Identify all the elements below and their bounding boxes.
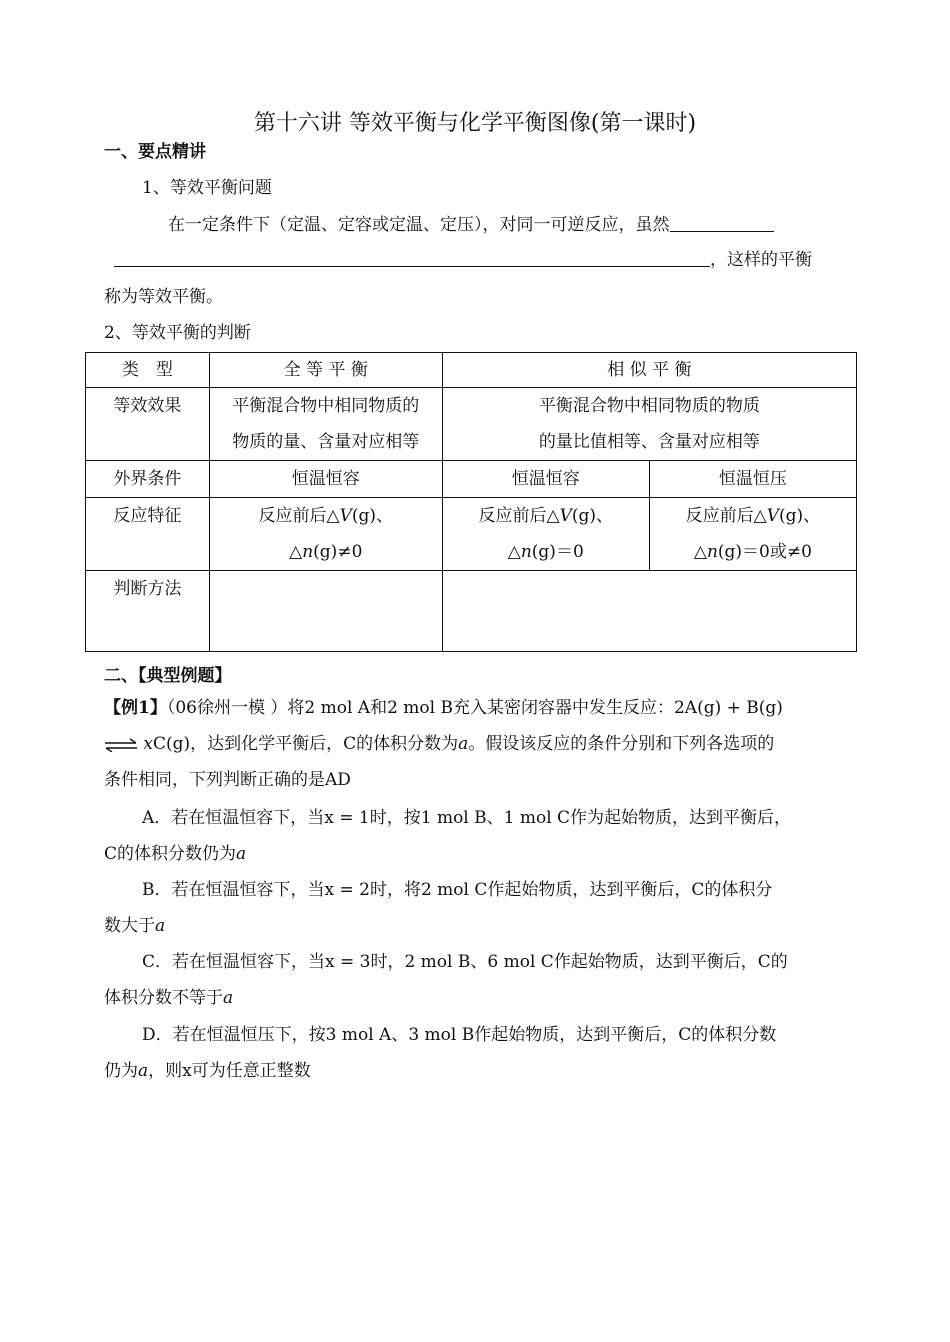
section2-heading: 二、【典型例题】	[104, 666, 232, 686]
cell-similar-effect: 平衡混合物中相同物质的物质 的量比值相等、含量对应相等	[442, 388, 856, 461]
item2-heading: 2、等效平衡的判断	[104, 323, 251, 343]
header-full: 全 等 平 衡	[209, 353, 442, 388]
option-b-line1: B．若在恒温恒容下，当x = 2时，将2 mol C作起始物质，达到平衡后，C的体积分	[142, 880, 773, 900]
blank-line-2	[114, 248, 710, 267]
example-1: 【例1】（06徐州一模 ）将2 mol A和2 mol B充入某密闭容器中发生反应：2A(g) + B(g) xC(g)，达到化学平衡后，C的体积分数为a。假设该反应的条件分别和下列各选项的 条件相同，下列判断正确的是AD	[104, 690, 854, 798]
cell-similar-condition-b: 恒温恒压	[649, 461, 856, 498]
label-condition: 外界条件	[86, 461, 210, 498]
cell-similar-condition-a: 恒温恒容	[442, 461, 649, 498]
cell-full-method	[209, 571, 442, 652]
example-line3: 条件相同，下列判断正确的是AD	[104, 770, 351, 790]
label-effect: 等效效果	[86, 388, 210, 461]
cell-full-condition: 恒温恒容	[209, 461, 442, 498]
definition-last: 称为等效平衡。	[104, 287, 223, 307]
example-tag: 【例1】	[104, 698, 167, 718]
table-row-method	[86, 571, 857, 652]
label-feature: 反应特征	[86, 498, 210, 571]
header-type: 类 型	[86, 353, 210, 388]
option-c-line1: C．若在恒温恒容下，当x = 3时，2 mol B、6 mol C作起始物质，达到平衡后，C的	[142, 952, 788, 972]
cell-similar-method	[442, 571, 856, 652]
definition-start: 在一定条件下（定温、定容或定温、定压），对同一可逆反应，虽然	[168, 210, 774, 235]
equivalence-table	[85, 352, 857, 652]
definition-middle: ，这样的平衡	[114, 245, 812, 270]
page-title: 第十六讲 等效平衡与化学平衡图像(第一课时)	[253, 111, 697, 136]
reversible-arrow-icon	[104, 738, 138, 752]
table-header-row	[86, 353, 857, 388]
header-similar: 相 似 平 衡	[442, 353, 856, 388]
option-d-line2: 仍为a，则x可为任意正整数	[104, 1061, 311, 1081]
table-row-effect	[86, 388, 857, 461]
table-row-condition	[86, 461, 857, 498]
option-a-line2: C的体积分数仍为a	[104, 844, 247, 864]
option-a-line1: A．若在恒温恒容下，当x = 1时，按1 mol B、1 mol C作为起始物质，达到平衡后，	[142, 808, 792, 828]
option-d-line1: D．若在恒温恒压下，按3 mol A、3 mol B作起始物质，达到平衡后，C的体积分数	[142, 1025, 777, 1045]
cell-full-feature: 反应前后△V(g)、 △n(g)≠0	[209, 498, 442, 571]
cell-full-effect: 平衡混合物中相同物质的 物质的量、含量对应相等	[209, 388, 442, 461]
option-c-line2: 体积分数不等于a	[104, 988, 234, 1008]
example-line1: （06徐州一模 ）将2 mol A和2 mol B充入某密闭容器中发生反应：2A(g) + B(g)	[166, 698, 783, 718]
cell-similar-feature-b: 反应前后△V(g)、 △n(g)＝0或≠0	[649, 498, 856, 571]
table-row-feature	[86, 498, 857, 571]
section1-heading: 一、要点精讲	[104, 142, 206, 162]
blank-line-1	[670, 213, 774, 232]
item1-heading: 1、等效平衡问题	[142, 178, 272, 198]
option-b-line2: 数大于a	[104, 916, 166, 936]
label-method: 判断方法	[86, 571, 210, 652]
cell-similar-feature-a: 反应前后△V(g)、 △n(g)＝0	[442, 498, 649, 571]
